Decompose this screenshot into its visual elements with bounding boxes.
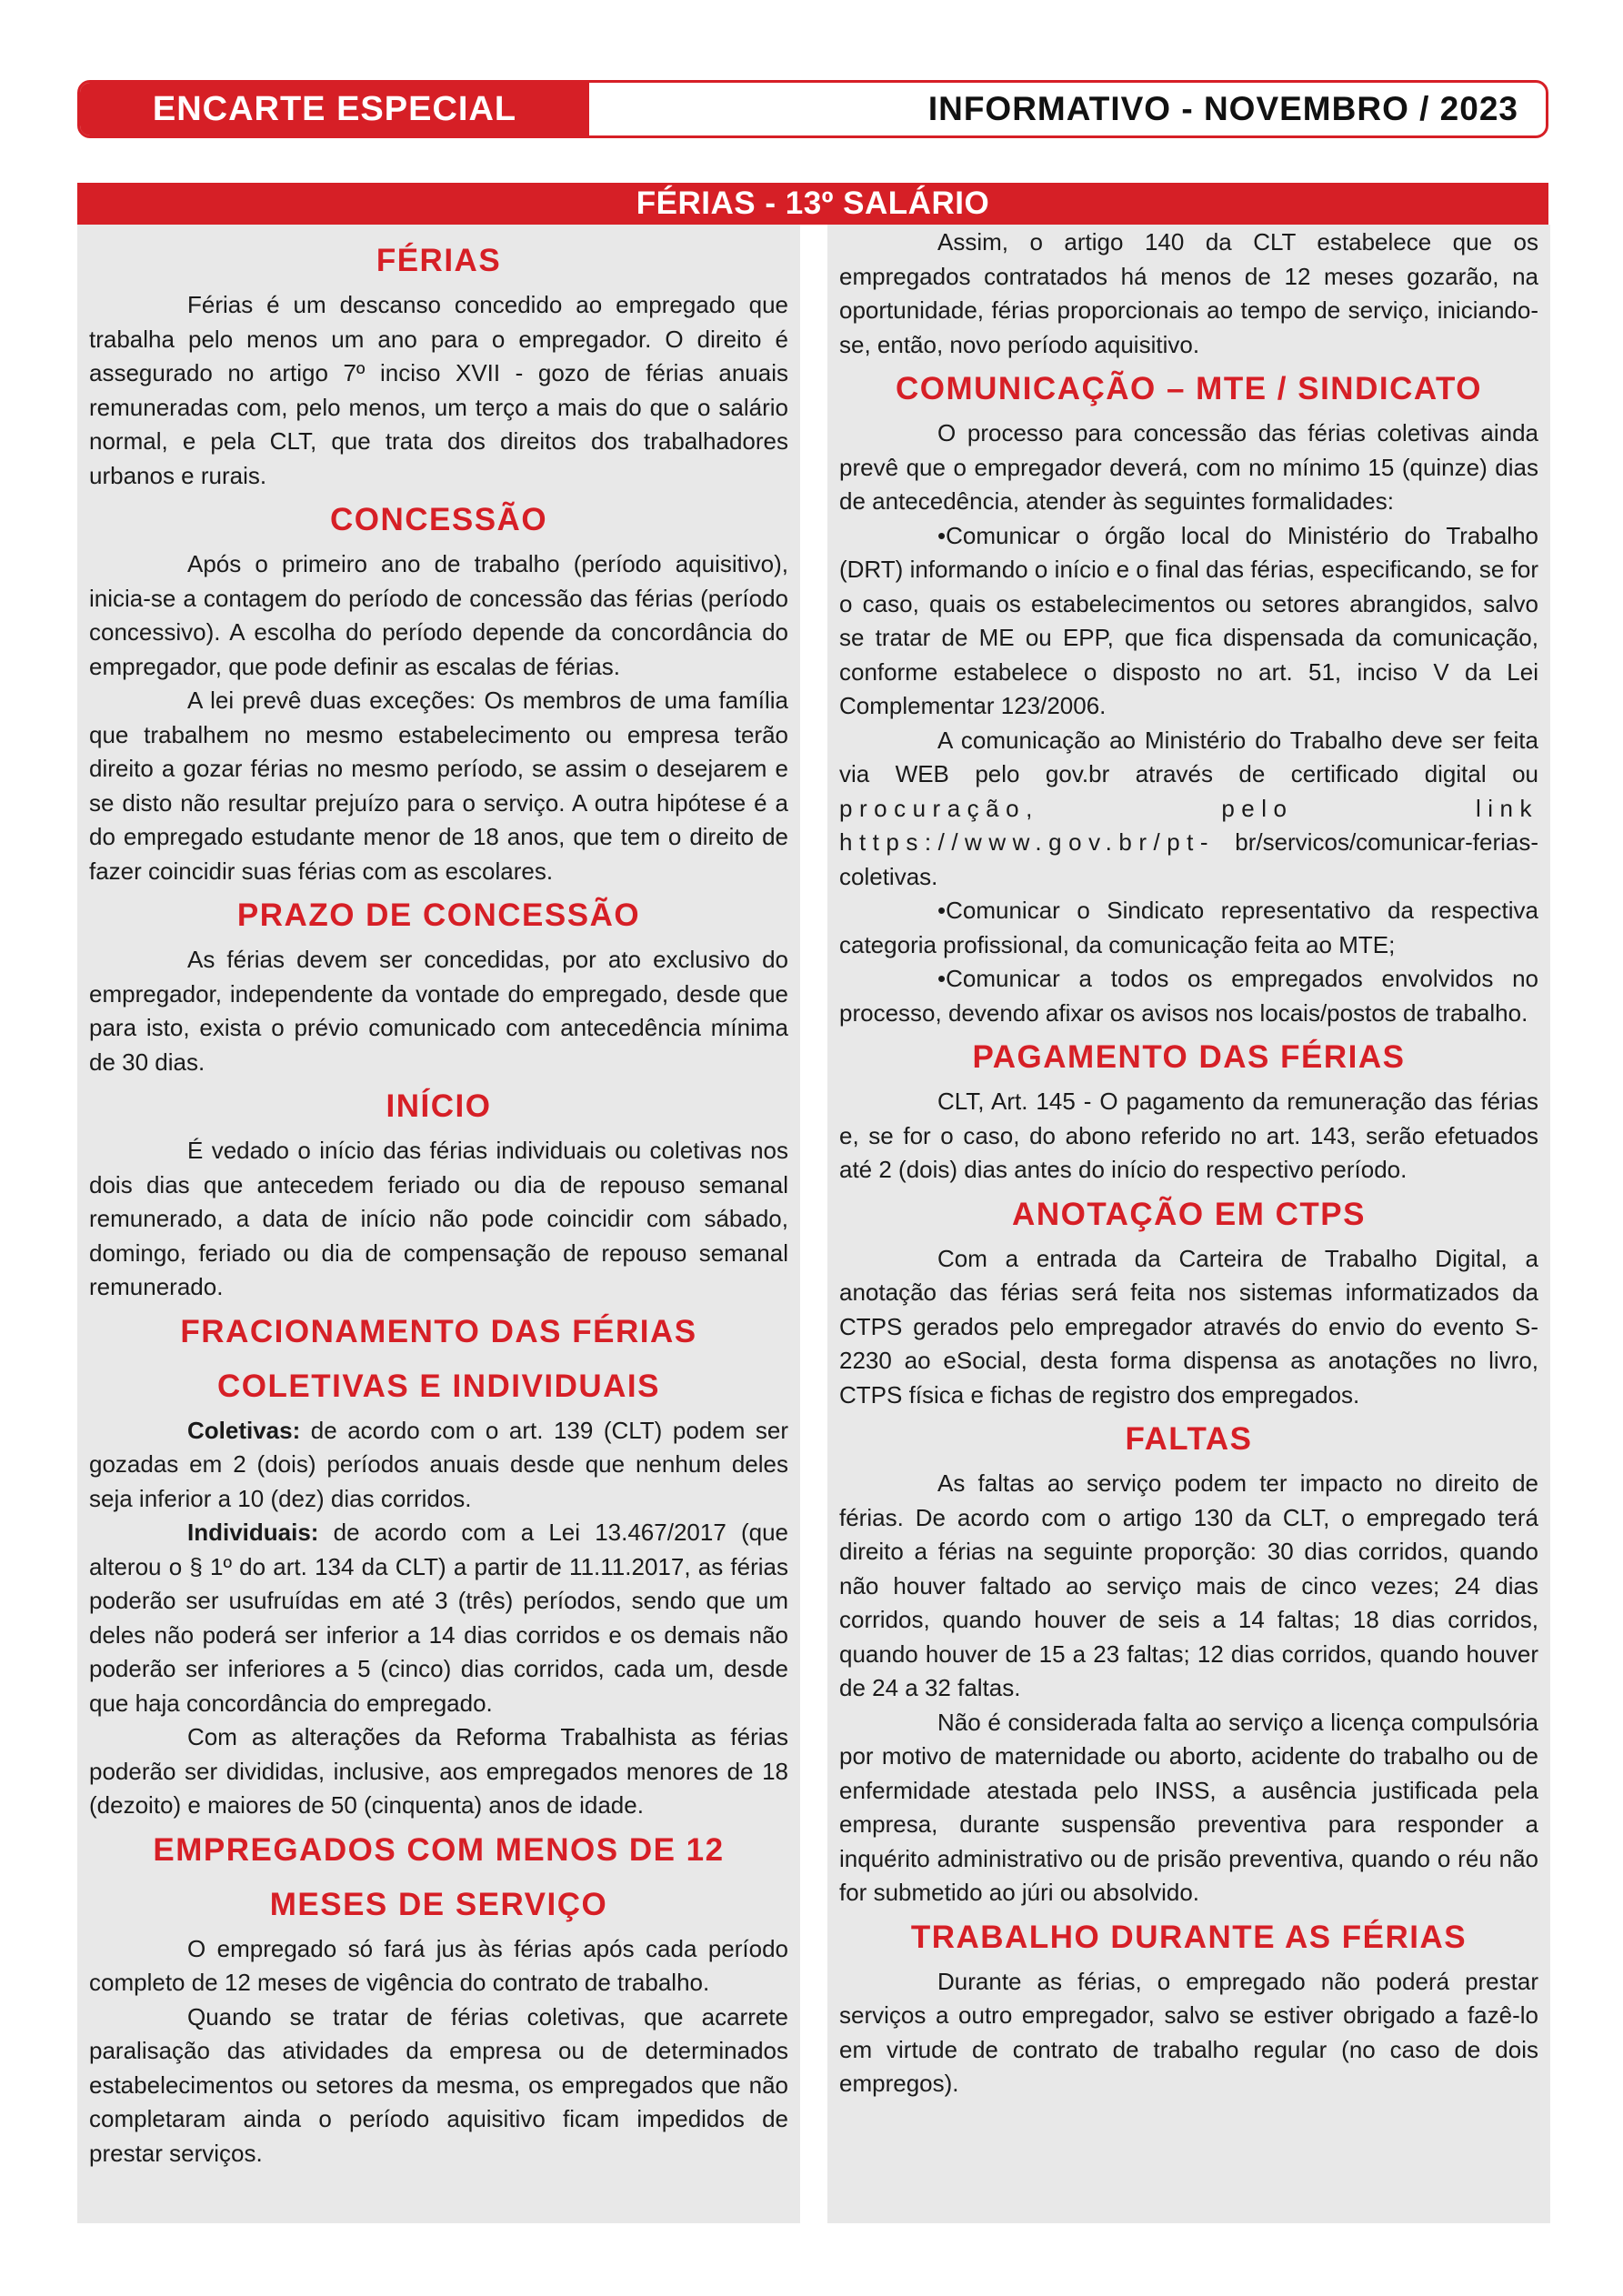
- faltas-paragraph-1: As faltas ao serviço podem ter impacto no direito de férias. De acordo com o artigo 130 da CLT, o empregado terá direito a férias na seguinte proporção: 30 dias corridos, quando não houver faltado ao serviço mais de cinco vezes; 24 dias corridos, quando houver de seis a 14 faltas; 18 dias corridos, quando houver de 15 a 23 faltas; 12 dias corridos, quando houver de 24 a 32 faltas.: [839, 1469, 1538, 1701]
- comunicacao-paragraph-5: •Comunicar a todos os empregados envolvidos no processo, devendo afixar os avisos nos locais/postos de trabalho.: [839, 965, 1538, 1027]
- pagamento-paragraph: CLT, Art. 145 - O pagamento da remuneração das férias e, se for o caso, do abono referido no art. 143, serão efetuados até 2 (dois) dias antes do início do respectivo período.: [839, 1088, 1538, 1183]
- comunicacao-paragraph-1: O processo para concessão das férias coletivas ainda prevê que o empregador deverá, com no mínimo 15 (quinze) dias de antecedência, atender às seguintes formalidades:: [839, 419, 1538, 515]
- banner-title: FÉRIAS - 13º SALÁRIO: [77, 183, 1548, 225]
- section-title-prazo: PRAZO DE CONCESSÃO: [236, 897, 641, 933]
- individuais-text: de acordo com a Lei 13.467/2017 (que alterou o § 1º do art. 134 da CLT) a partir de 11.11.2017, as férias poderão ser usufruídas em até 3 (três) períodos, sendo que um deles não poderá ser inferior a 14 dias corridos e os demais não poderão ser inferiores a 5 (cinco) dias corridos, cada um, desde que haja concordância do empregado.: [89, 1519, 788, 1717]
- comunicacao-p3-a: A comunicação ao Ministério do Trabalho deve ser feita via WEB pelo gov.br através de certificado digital ou: [839, 726, 1538, 787]
- section-title-trabalho: TRABALHO DURANTE AS FÉRIAS: [910, 1919, 1468, 1955]
- inicio-paragraph: É vedado o início das férias individuais ou coletivas nos dois dias que antecedem feriado ou dia de repouso semanal remunerado, a data de início não pode coincidir com sábado, domingo, feriado ou dia de compensação de repouso semanal remunerado.: [89, 1137, 788, 1300]
- section-title-fracionamento-1: FRACIONAMENTO DAS FÉRIAS: [180, 1313, 697, 1349]
- comunicacao-paragraph-2: •Comunicar o órgão local do Ministério do Trabalho (DRT) informando o início e o final das férias, especificando, se for o caso, quais os estabelecimentos ou setores abrangidos, salvo se tratar de ME ou EPP, que fica dispensada da comunicação, conforme estabelece o disposto no art. 51, inciso V da Lei Complementar 123/2006.: [839, 521, 1538, 719]
- faltas-paragraph-2: Não é considerada falta ao serviço a licença compulsória por motivo de maternidade ou aborto, acidente do trabalho ou de enfermidade atestada pelo INSS, a ausência justificada pela empresa, durante suspensão preventiva para responder a inquérito administrativo ou de prisão preventiva, quando o réu não for submetido ao júri ou absolvido.: [839, 1708, 1538, 1906]
- concessao-paragraph-1: Após o primeiro ano de trabalho (período aquisitivo), inicia-se a contagem do período de concessão das férias (período concessivo). A escolha do período depende da concordância do empregador, que pode definir as escalas de férias.: [89, 550, 788, 680]
- section-title-comunicacao: COMUNICAÇÃO – MTE / SINDICATO: [896, 371, 1482, 406]
- coletivas-label: Coletivas:: [187, 1416, 301, 1444]
- ferias-paragraph: Férias é um descanso concedido ao empregado que trabalha pelo menos um ano para o empregador. O direito é assegurado no artigo 7º inciso XVII - gozo de férias anuais remuneradas com, pelo menos, um terço a mais do que o salário normal, e pela CLT, que trata dos direitos dos trabalhadores urbanos e rurais.: [89, 291, 788, 489]
- prazo-paragraph: As férias devem ser concedidas, por ato exclusivo do empregador, independente da vontade do empregado, desde que para isto, exista o prévio comunicado com antecedência mínima de 30 dias.: [89, 946, 788, 1076]
- section-title-faltas: FALTAS: [1125, 1421, 1253, 1457]
- menos12-paragraph-2: Quando se tratar de férias coletivas, que acarrete paralisação das atividades da empresa ou de determinados estabelecimentos ou setores da mesma, os empregados que não completaram ainda o período aquisitivo ficam impedidos de prestar serviços.: [89, 2002, 788, 2167]
- trabalho-paragraph: Durante as férias, o empregado não poderá prestar serviços a outro empregador, salvo se estiver obrigado a fazê-lo em virtude de contrato de trabalho regular (no caso de dois empregos).: [839, 1967, 1538, 2097]
- fracionamento-coletivas: [89, 1414, 788, 1517]
- menos12-paragraph-1: O empregado só fará jus às férias após cada período completo de 12 meses de vigência do contrato de trabalho.: [89, 1934, 788, 1996]
- section-title-menos12-1: EMPREGADOS COM MENOS DE 12: [153, 1831, 725, 1868]
- comunicacao-link-end[interactable]: br/servicos/comunicar-ferias-coletivas.: [839, 828, 1538, 890]
- fracionamento-individuais: [89, 1516, 788, 1720]
- comunicacao-paragraph-3: [839, 724, 1538, 895]
- section-title-concessao: CONCESSÃO: [329, 502, 548, 537]
- comunicacao-paragraph-4: •Comunicar o Sindicato representativo da respectiva categoria profissional, da comunicação feita ao MTE;: [839, 897, 1538, 958]
- section-title-fracionamento-2: COLETIVAS E INDIVIDUAIS: [217, 1368, 660, 1404]
- concessao-paragraph-2: A lei prevê duas exceções: Os membros de uma família que trabalhem no mesmo estabelecimento ou empresa terão direito a gozar férias no mesmo período, se assim o desejarem e se disto não resultar prejuízo para o serviço. A outra hipótese é a do empregado estudante menor de 18 anos, que tem o direito de fazer coincidir suas férias com as escolares.: [89, 687, 788, 885]
- left-column: [77, 225, 800, 2223]
- individuais-label: Individuais:: [187, 1519, 319, 1546]
- header-right-label: INFORMATIVO - NOVEMBRO / 2023: [927, 90, 1518, 127]
- section-title-ferias: FÉRIAS: [376, 243, 502, 278]
- section-title-menos12-2: MESES DE SERVIÇO: [269, 1886, 608, 1922]
- comunicacao-link-text[interactable]: procuração, pelo link https://www.gov.br/pt-: [839, 794, 1538, 856]
- fracionamento-paragraph-3: Com as alterações da Reforma Trabalhista as férias poderão ser divididas, inclusive, aos empregados menores de 18 (dezoito) e maiores de 50 (cinquenta) anos de idade.: [89, 1723, 788, 1819]
- right-column: [827, 225, 1550, 2223]
- section-title-anotacao: ANOTAÇÃO EM CTPS: [1012, 1196, 1366, 1232]
- header-bar: [77, 80, 1548, 138]
- section-title-inicio: INÍCIO: [386, 1088, 492, 1124]
- intro-paragraph: Assim, o artigo 140 da CLT estabelece que os empregados contratados há menos de 12 meses gozarão, na oportunidade, férias proporcionais ao tempo de serviço, iniciando-se, então, novo período aquisitivo.: [839, 228, 1538, 358]
- coletivas-text: de acordo com o art. 139 (CLT) podem ser gozadas em 2 (dois) períodos anuais desde que nenhum deles seja inferior a 10 (dez) dias corridos.: [89, 1416, 788, 1512]
- anotacao-paragraph: Com a entrada da Carteira de Trabalho Digital, a anotação das férias será feita nos sistemas informatizados da CTPS gerados pelo empregador através do envio do evento S-2230 ao eSocial, desta forma dispensa as anotações no livro, CTPS física e fichas de registro dos empregados.: [839, 1244, 1538, 1409]
- section-title-pagamento: PAGAMENTO DAS FÉRIAS: [972, 1039, 1406, 1075]
- header-left-label: ENCARTE ESPECIAL: [80, 83, 589, 135]
